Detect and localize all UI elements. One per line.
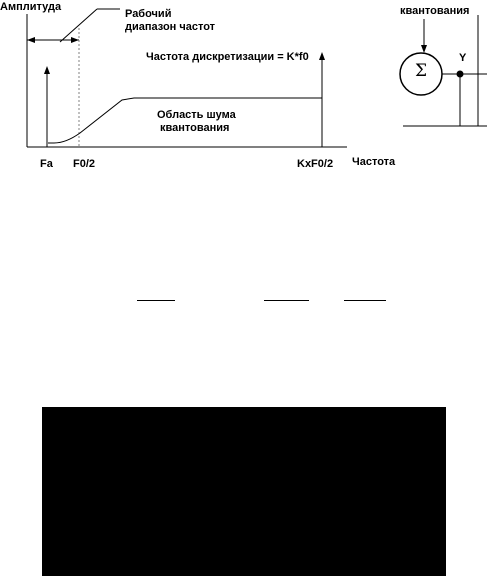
output-y-label: Y xyxy=(459,52,467,64)
working-band-label-line2: диапазон частот xyxy=(125,21,216,33)
fa-tick-label: Fa xyxy=(40,158,53,170)
quantization-top-label: квантования xyxy=(400,5,470,17)
kf0-half-tick-label: KxF0/2 xyxy=(297,158,334,170)
noise-region-label-line1: Область шума xyxy=(157,109,236,121)
kf0-marker-arrowhead xyxy=(319,52,325,60)
frequency-axis-label: Частота xyxy=(352,156,396,168)
sampling-rate-label: Частота дискретизации = K*f0 xyxy=(146,51,309,63)
formula-bar-3 xyxy=(344,300,386,301)
formula-bar-1 xyxy=(137,300,175,301)
noise-region-label-line2: квантования xyxy=(160,122,230,134)
f0-half-tick-label: F0/2 xyxy=(73,158,96,170)
black-panel xyxy=(42,407,446,576)
arrow-head-left xyxy=(27,37,35,43)
formula-bar-2 xyxy=(264,300,309,301)
working-band-label-line1: Рабочий xyxy=(125,8,172,20)
block-input-arrowhead xyxy=(421,45,427,53)
amplitude-label: Амплитуда xyxy=(0,1,62,13)
fa-marker-arrowhead xyxy=(44,66,50,74)
sum-symbol: Σ xyxy=(414,61,428,81)
arrow-head-right xyxy=(71,37,79,43)
